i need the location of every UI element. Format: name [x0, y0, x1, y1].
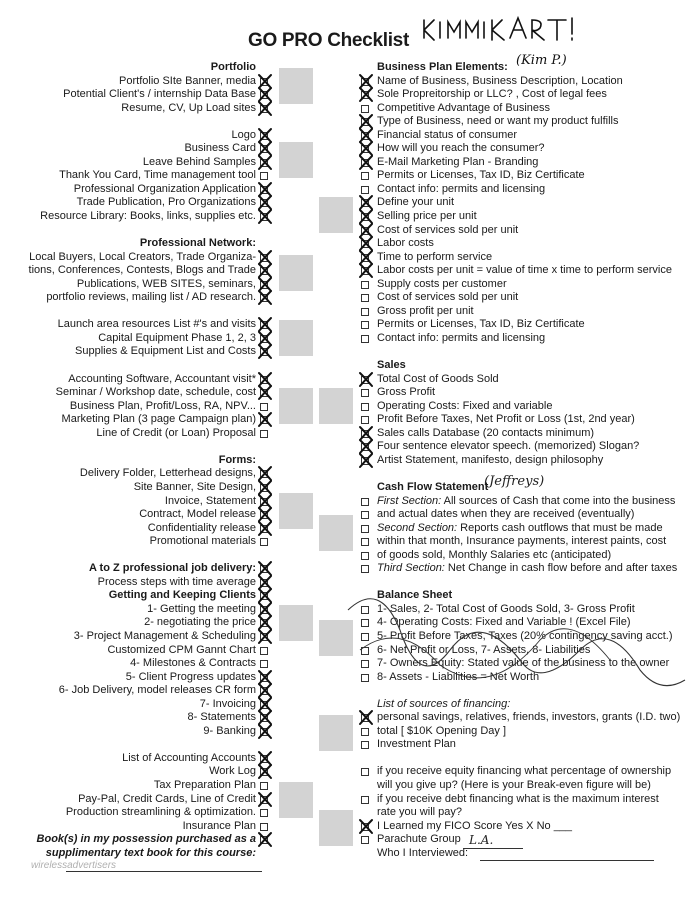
left-item-label: Leave Behind Samples [142, 155, 256, 168]
left-item-label: supplimentary text book for this course: [45, 846, 256, 859]
left-item-label: A to Z professional job delivery: [88, 562, 256, 575]
checkbox-square [361, 416, 369, 424]
grade-box [279, 142, 313, 178]
left-checkbox[interactable] [260, 278, 270, 292]
left-item-label: Customized CPM Gannt Chart [107, 643, 256, 656]
right-checkbox[interactable] [361, 224, 371, 238]
parachute-line [463, 848, 523, 849]
grade-box [279, 320, 313, 356]
right-item-label: Cost of services sold per unit [377, 291, 519, 304]
checkbox-square [361, 172, 369, 180]
checkbox-spacer [361, 847, 371, 861]
right-checkbox[interactable] [361, 142, 371, 156]
left-item-label: 5- Client Progress updates [125, 670, 256, 683]
left-checkbox[interactable] [260, 806, 270, 820]
right-checkbox[interactable] [361, 332, 371, 346]
checkbox-spacer [260, 738, 270, 752]
right-item-label: Permits or Licenses, Tax ID, Biz Certificate [377, 169, 585, 182]
right-item-label: Supply costs per customer [377, 277, 507, 290]
checkbox-square [361, 836, 369, 844]
right-checkbox[interactable] [361, 400, 371, 414]
left-item-label [20, 224, 256, 238]
left-checkbox[interactable] [260, 711, 270, 725]
left-item-label: Business Card [184, 142, 256, 155]
left-checkbox[interactable] [260, 603, 270, 617]
right-item-label: total [ $10K Opening Day ] [377, 724, 507, 737]
left-item-label: Thank You Card, Time management tool [59, 169, 256, 182]
svg-text:(Kim P.): (Kim P.) [516, 53, 567, 68]
right-checklist [377, 61, 681, 860]
right-item-label: Parachute Group [377, 833, 461, 846]
right-checkbox[interactable] [361, 115, 371, 129]
checkbox-square [260, 823, 268, 831]
left-item-label: Launch area resources List #'s and visits [57, 318, 256, 331]
right-item-label: Who I Interviewed: [377, 846, 469, 859]
left-item-label: Process steps with time average [97, 575, 256, 588]
right-item-label [377, 576, 677, 590]
left-checkbox-column [260, 61, 270, 860]
right-checkbox[interactable] [361, 102, 371, 116]
right-item-label [377, 752, 677, 766]
right-checkbox[interactable] [361, 833, 371, 847]
right-checkbox[interactable] [361, 156, 371, 170]
right-item-label: Sole Propreitorship or LLC? , Cost of legal fees [377, 88, 607, 101]
left-item-label: Delivery Folder, Letterhead designs, [79, 467, 256, 480]
left-checkbox[interactable] [260, 657, 270, 671]
left-checkbox[interactable] [260, 400, 270, 414]
checkbox-square [361, 768, 369, 776]
left-checkbox[interactable] [260, 495, 270, 509]
left-checkbox[interactable] [260, 820, 270, 834]
checkbox-square [361, 281, 369, 289]
grade-box [319, 515, 353, 551]
right-item-label: Time to perform service [377, 250, 493, 263]
left-item-label: Production streamlining & optimization. [65, 806, 256, 819]
left-item-label: Line of Credit (or Loan) Proposal [96, 426, 256, 439]
right-checkbox[interactable] [361, 725, 371, 739]
left-item-label: 6- Job Delivery, model releases CR form [58, 684, 256, 697]
right-item-label: Contact info: permits and licensing [377, 331, 546, 344]
right-item-label: Selling price per unit [377, 210, 477, 223]
right-checkbox[interactable] [361, 373, 371, 387]
right-checkbox[interactable] [361, 183, 371, 197]
left-checkbox[interactable] [260, 210, 270, 224]
left-item-label: Portfolio [210, 61, 256, 73]
checkbox-spacer [361, 359, 371, 373]
left-checkbox[interactable] [260, 630, 270, 644]
left-item-label: Professional Network: [139, 237, 256, 250]
right-checkbox[interactable] [361, 251, 371, 265]
checkbox-spacer [260, 359, 270, 373]
left-item-label: portfolio reviews, mailing list / AD research. [46, 291, 256, 304]
right-item-label: Total Cost of Goods Sold [377, 372, 499, 385]
right-checkbox[interactable] [361, 820, 371, 834]
left-item-label: tions, Conferences, Contests, Blogs and Trade [28, 264, 256, 277]
right-item-label: First Section: All sources of Cash that come into the business [377, 494, 676, 507]
right-item-label: Profit Before Taxes, Net Profit or Loss (1st, 2nd year) [377, 413, 635, 426]
left-item-label: Marketing Plan (3 page Campaign plan) [61, 413, 256, 426]
right-checkbox[interactable] [361, 88, 371, 102]
grade-box [279, 493, 313, 529]
right-item-label: How will you reach the consumer? [377, 142, 545, 155]
right-item-label: Sales calls Database (20 contacts minimum) [377, 426, 595, 439]
right-checkbox[interactable] [361, 495, 371, 509]
left-checklist [20, 61, 256, 860]
right-item-label: will you give up? (Here is your Break-even figure will be) [377, 778, 651, 791]
right-item-label: Gross Profit [377, 386, 436, 399]
right-checkbox[interactable] [361, 711, 371, 725]
right-item-label: personal savings, relatives, friends, investors, grants (I.D. two) [377, 711, 681, 724]
left-item-label: Professional Organization Application [73, 182, 256, 195]
left-item-label: 4- Milestones & Contracts [130, 657, 256, 670]
right-item-label: Cash Flow Statement [377, 480, 489, 493]
checkbox-square [361, 728, 369, 736]
left-item-label: Potential Client's / internship Data Base [63, 88, 256, 101]
grade-box [319, 810, 353, 846]
right-item-label: Artist Statement, manifesto, design philosophy [377, 453, 604, 466]
left-checkbox[interactable] [260, 142, 270, 156]
left-item-label: Site Banner, Site Design, [133, 480, 256, 493]
right-item-label: Cost of services sold per unit [377, 223, 519, 236]
right-item-label: 8- Assets - Liabilities = Net Worth [377, 670, 540, 683]
checkbox-square [361, 565, 369, 573]
checkbox-spacer [361, 481, 371, 495]
right-checkbox[interactable] [361, 75, 371, 89]
book-line [66, 871, 262, 872]
checkbox-square [260, 782, 268, 790]
right-item-label: 4- Operating Costs: Fixed and Variable ! (Excel File) [377, 616, 631, 629]
right-item-label: Third Section: Net Change in cash flow before and after taxes [377, 562, 678, 575]
left-checkbox[interactable] [260, 671, 270, 685]
right-checkbox[interactable] [361, 522, 371, 536]
left-item-label: Business Plan, Profit/Loss, RA, NPV... [69, 399, 256, 412]
left-checkbox[interactable] [260, 251, 270, 265]
left-item-label: Tax Preparation Plan [153, 778, 256, 791]
left-item-label: Getting and Keeping Clients [108, 589, 256, 602]
right-item-label: Gross profit per unit [377, 304, 474, 317]
left-checkbox[interactable] [260, 589, 270, 603]
grade-box [319, 197, 353, 233]
right-item-label: Type of Business, need or want my product fulfills [377, 115, 619, 128]
left-item-label [20, 440, 256, 454]
left-item-label [20, 359, 256, 373]
checkbox-square [260, 172, 268, 180]
left-checkbox[interactable] [260, 386, 270, 400]
left-checkbox[interactable] [260, 196, 270, 210]
left-checkbox[interactable] [260, 779, 270, 793]
right-checkbox-column [361, 61, 371, 860]
checkbox-square [260, 403, 268, 411]
left-item-label [20, 549, 256, 563]
interviewed-line [480, 860, 654, 861]
left-item-label: Resume, CV, Up Load sites [121, 101, 256, 114]
checkbox-spacer [260, 115, 270, 129]
right-checkbox[interactable] [361, 264, 371, 278]
left-checkbox[interactable] [260, 345, 270, 359]
right-item-label: Financial status of consumer [377, 128, 518, 141]
left-item-label: Capital Equipment Phase 1, 2, 3 [98, 331, 256, 344]
left-checkbox[interactable] [260, 169, 270, 183]
right-item-label: Sales [377, 359, 406, 372]
checkbox-square [260, 538, 268, 546]
right-item-label: Permits or Licenses, Tax ID, Biz Certificate [377, 318, 585, 331]
right-item-label: and actual dates when they are received (eventually) [377, 508, 635, 521]
left-checkbox[interactable] [260, 467, 270, 481]
left-checkbox[interactable] [260, 427, 270, 441]
right-checkbox[interactable] [361, 793, 371, 807]
left-checkbox[interactable] [260, 833, 270, 847]
checkbox-square [361, 511, 369, 519]
left-item-label [20, 738, 256, 752]
right-item-label: Investment Plan [377, 738, 456, 751]
checkbox-square [361, 796, 369, 804]
checkbox-spacer [260, 237, 270, 251]
left-item-label: Invoice, Statement [164, 494, 256, 507]
right-item-label: Balance Sheet [377, 589, 453, 602]
watermark: wirelessadvertisers [31, 860, 117, 871]
left-item-label: Publications, WEB SITES, seminars, [76, 277, 256, 290]
left-item-label: Portfolio SIte Banner, media [119, 74, 256, 87]
checkbox-square [361, 741, 369, 749]
checkbox-spacer [361, 345, 371, 359]
checkbox-spacer [260, 549, 270, 563]
left-checkbox[interactable] [260, 562, 270, 576]
checkbox-square [260, 647, 268, 655]
right-item-label: Competitive Advantage of Business [377, 101, 551, 114]
right-checkbox[interactable] [361, 454, 371, 468]
left-item-label: Local Buyers, Local Creators, Trade Organiza- [29, 250, 256, 263]
right-checkbox[interactable] [361, 210, 371, 224]
left-item-label: Contract, Model release [139, 508, 256, 521]
right-checkbox[interactable] [361, 305, 371, 319]
right-item-label: rate you will pay? [377, 806, 462, 819]
left-item-label: Accounting Software, Accountant visit* [68, 372, 256, 385]
right-item-label: Operating Costs: Fixed and variable [377, 399, 553, 412]
left-checkbox[interactable] [260, 291, 270, 305]
right-item-label: of goods sold, Monthly Salaries etc (anticipated) [377, 548, 612, 561]
right-checkbox[interactable] [361, 508, 371, 522]
scribble-mark [340, 590, 700, 700]
checkbox-spacer [361, 467, 371, 481]
checkbox-square [361, 186, 369, 194]
checkbox-square [361, 498, 369, 506]
checkbox-spacer [361, 779, 371, 793]
right-item-label: List of sources of financing: [377, 697, 511, 710]
left-item-label [20, 305, 256, 319]
left-checkbox[interactable] [260, 373, 270, 387]
left-checkbox[interactable] [260, 129, 270, 143]
right-checkbox[interactable] [361, 765, 371, 779]
left-checkbox[interactable] [260, 318, 270, 332]
right-checkbox[interactable] [361, 427, 371, 441]
right-item-label: Business Plan Elements: [377, 61, 508, 73]
left-checkbox[interactable] [260, 156, 270, 170]
grade-box [319, 715, 353, 751]
left-checkbox[interactable] [260, 508, 270, 522]
left-item-label: 8- Statements [187, 711, 256, 724]
right-checkbox[interactable] [361, 386, 371, 400]
right-item-label: Labor costs [377, 237, 434, 250]
right-checkbox[interactable] [361, 562, 371, 576]
left-item-label: Pay-Pal, Credit Cards, Line of Credit [78, 792, 256, 805]
right-item-label [377, 345, 677, 359]
right-checkbox[interactable] [361, 318, 371, 332]
handwritten-parachute: L.A. [469, 833, 494, 847]
left-item-label: Supplies & Equipment List and Costs [75, 345, 256, 358]
left-checkbox[interactable] [260, 725, 270, 739]
left-item-label: Insurance Plan [182, 819, 256, 832]
checkbox-square [361, 294, 369, 302]
right-checkbox[interactable] [361, 549, 371, 563]
right-item-label: 6- Net Profit or Loss, 7- Assets, 8- Liabilities [377, 643, 591, 656]
left-checkbox[interactable] [260, 576, 270, 590]
checkbox-spacer [260, 305, 270, 319]
checkbox-square [361, 403, 369, 411]
grade-box [279, 605, 313, 641]
right-checkbox[interactable] [361, 129, 371, 143]
checkbox-spacer [361, 61, 371, 75]
grade-box [279, 68, 313, 104]
left-item-label: Seminar / Workshop date, schedule, cost [55, 386, 256, 399]
left-checkbox[interactable] [260, 765, 270, 779]
left-checkbox[interactable] [260, 616, 270, 630]
left-item-label: Work Log [209, 765, 256, 778]
left-checkbox[interactable] [260, 88, 270, 102]
grade-box [279, 255, 313, 291]
left-checkbox[interactable] [260, 793, 270, 807]
handwritten-cash-note: (Jeffreys) [484, 474, 545, 489]
left-item-label: 3- Project Management & Scheduling [73, 629, 256, 642]
grade-box [319, 388, 353, 424]
right-item-label: if you receive equity financing what percentage of ownership [377, 765, 672, 778]
right-item-label: Labor costs per unit = value of time x time to perform service [377, 264, 672, 277]
left-checkbox[interactable] [260, 684, 270, 698]
checkbox-spacer [260, 440, 270, 454]
checkbox-square [260, 430, 268, 438]
right-item-label: 5- Profit Before Taxes, Taxes (20% contingency saving acct.) [377, 629, 673, 642]
left-checkbox[interactable] [260, 332, 270, 346]
checkbox-spacer [260, 847, 270, 861]
left-checkbox[interactable] [260, 535, 270, 549]
checkbox-spacer [361, 576, 371, 590]
right-item-label: if you receive debt financing what is the maximum interest [377, 792, 659, 805]
left-checkbox[interactable] [260, 75, 270, 89]
checkbox-square [361, 335, 369, 343]
left-checkbox[interactable] [260, 644, 270, 658]
left-checkbox[interactable] [260, 413, 270, 427]
right-checkbox[interactable] [361, 169, 371, 183]
left-checkbox[interactable] [260, 752, 270, 766]
checkbox-square [361, 538, 369, 546]
left-item-label: 1- Getting the meeting [147, 602, 256, 615]
right-item-label: 1- Sales, 2- Total Cost of Goods Sold, 3- Gross Profit [377, 602, 635, 615]
left-item-label: Confidentiality release [147, 521, 256, 534]
right-checkbox[interactable] [361, 738, 371, 752]
left-checkbox[interactable] [260, 264, 270, 278]
left-item-label: Logo [231, 128, 256, 141]
left-checkbox[interactable] [260, 481, 270, 495]
left-item-label: Book(s) in my possession purchased as a [36, 833, 256, 846]
checkbox-spacer [361, 806, 371, 820]
left-checkbox[interactable] [260, 698, 270, 712]
right-item-label: I Learned my FICO Score Yes X No ___ [377, 819, 573, 832]
checkbox-square [260, 809, 268, 817]
left-item-label: Resource Library: Books, links, supplies etc. [40, 210, 256, 223]
left-item-label: 7- Invoicing [199, 697, 256, 710]
right-item-label: Define your unit [377, 196, 455, 209]
left-item-label: Trade Publication, Pro Organizations [76, 196, 256, 209]
checkbox-square [361, 389, 369, 397]
left-item-label: Promotional materials [149, 535, 256, 548]
right-checkbox[interactable] [361, 291, 371, 305]
right-checkbox[interactable] [361, 440, 371, 454]
checkbox-square [361, 105, 369, 113]
left-checkbox[interactable] [260, 522, 270, 536]
left-item-label: Forms: [218, 453, 256, 466]
right-item-label: Four sentence elevator speech. (memorized) Slogan? [377, 440, 640, 453]
checkbox-spacer [260, 61, 270, 75]
right-item-label: within that month, Insurance payments, interest paints, cost [377, 535, 667, 548]
right-checkbox[interactable] [361, 196, 371, 210]
right-item-label: Second Section: Reports cash outflows that must be made [377, 521, 663, 534]
checkbox-square [361, 552, 369, 560]
right-checkbox[interactable] [361, 413, 371, 427]
checkbox-square [361, 321, 369, 329]
right-item-label: Contact info: permits and licensing [377, 182, 546, 195]
page-title: GO PRO Checklist [248, 30, 409, 51]
left-item-label: 2- negotiating the price [144, 616, 256, 629]
left-item-label: 9- Banking [203, 724, 256, 737]
grade-box [279, 782, 313, 818]
right-checkbox[interactable] [361, 237, 371, 251]
checkbox-square [361, 525, 369, 533]
checkbox-spacer [260, 454, 270, 468]
checkbox-square [361, 308, 369, 316]
right-item-label: Name of Business, Business Description, Location [377, 74, 623, 87]
left-checkbox[interactable] [260, 102, 270, 116]
checkbox-square [260, 660, 268, 668]
right-item-label: 7- Owners Equity: Stated value of the business to the owner [377, 657, 670, 670]
left-item-label: List of Accounting Accounts [122, 751, 256, 764]
right-checkbox[interactable] [361, 278, 371, 292]
grade-box [279, 388, 313, 424]
checkbox-spacer [361, 752, 371, 766]
left-item-label [20, 115, 256, 129]
left-checkbox[interactable] [260, 183, 270, 197]
right-checkbox[interactable] [361, 535, 371, 549]
right-item-label: E-Mail Marketing Plan - Branding [377, 155, 539, 168]
checkbox-spacer [260, 224, 270, 238]
